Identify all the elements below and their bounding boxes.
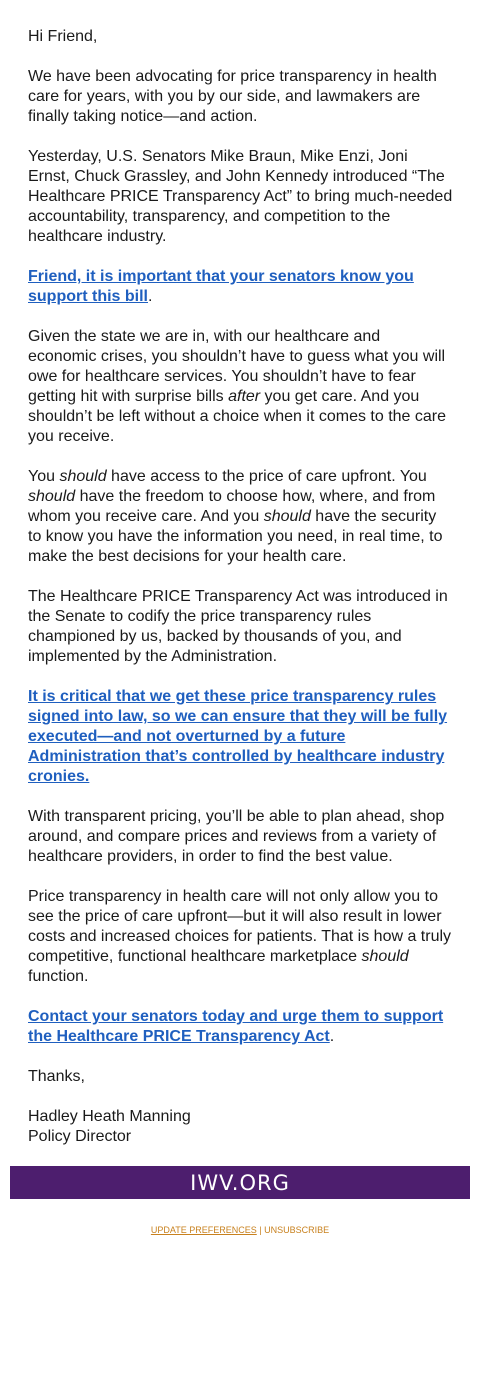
brand-footer-bar[interactable] xyxy=(10,1166,470,1199)
cta-paragraph-2 xyxy=(28,687,453,787)
signature xyxy=(28,1107,453,1147)
signer-title: Policy Director xyxy=(28,1128,132,1145)
update-preferences-link[interactable]: UPDATE PREFERENCES xyxy=(150,1225,257,1235)
greeting: Hi Friend, xyxy=(28,28,98,45)
crises-paragraph: Given the state we are in, with our healthcare and economic crises, you shouldn’t have to guess what you will owe for healthcare services. You shouldn’t have to fear getting hit with surprise bills after you get care. And you shouldn’t be left without a choice when it comes to the care you receive. xyxy=(28,328,447,445)
signer-name: Hadley Heath Manning xyxy=(28,1108,191,1125)
footer-links xyxy=(0,1224,480,1236)
signed-into-law-link[interactable]: It is critical that we get these price transparency rules signed into law, so we can ensure that they will be fully executed—and not overturned by a future Administration that’s controlled by healthcare industry cronies. xyxy=(28,688,448,785)
should-paragraph: You should have access to the price of care upfront. You should have the freedom to choose how, where, and from whom you receive care. And you should have the security to know you have the information you need, in real time, to make the best decisions for your health care. xyxy=(28,468,443,565)
act-paragraph: The Healthcare PRICE Transparency Act was introduced in the Senate to codify the price transparency rules championed by us, backed by thousands of you, and implemented by the Administration. xyxy=(28,588,448,665)
cta-paragraph-3: Contact your senators today and urge them to support the Healthcare PRICE Transparency Act. xyxy=(28,1008,444,1045)
marketplace-paragraph: Price transparency in health care will not only allow you to see the price of care upfront—but it will also result in lower costs and increased choices for patients. That is how a truly competitive, functional healthcare marketplace should function. xyxy=(28,888,452,985)
email-body xyxy=(28,27,453,1147)
support-bill-link[interactable]: Friend, it is important that your senators know you support this bill xyxy=(28,268,414,305)
unsubscribe-link[interactable]: UNSUBSCRIBE xyxy=(264,1225,330,1235)
link-separator: | xyxy=(256,1225,265,1235)
brand-logo-text[interactable]: IWV.ORG xyxy=(190,1170,290,1195)
pricing-paragraph: With transparent pricing, you’ll be able to plan ahead, shop around, and compare prices and reviews from a variety of healthcare providers, in order to find the best value. xyxy=(28,808,445,865)
senators-paragraph: Yesterday, U.S. Senators Mike Braun, Mike Enzi, Joni Ernst, Chuck Grassley, and John Kennedy introduced “The Healthcare PRICE Transparency Act” to bring much-needed accountability, transparency, and competition to the healthcare industry. xyxy=(28,148,453,245)
contact-senators-link[interactable]: Contact your senators today and urge them to support the Healthcare PRICE Transparency Act xyxy=(28,1008,444,1045)
thanks-line: Thanks, xyxy=(28,1068,85,1085)
cta-paragraph-1: Friend, it is important that your senators know you support this bill. xyxy=(28,268,414,305)
intro-paragraph: We have been advocating for price transparency in health care for years, with you by our side, and lawmakers are finally taking notice—and action. xyxy=(28,68,437,125)
